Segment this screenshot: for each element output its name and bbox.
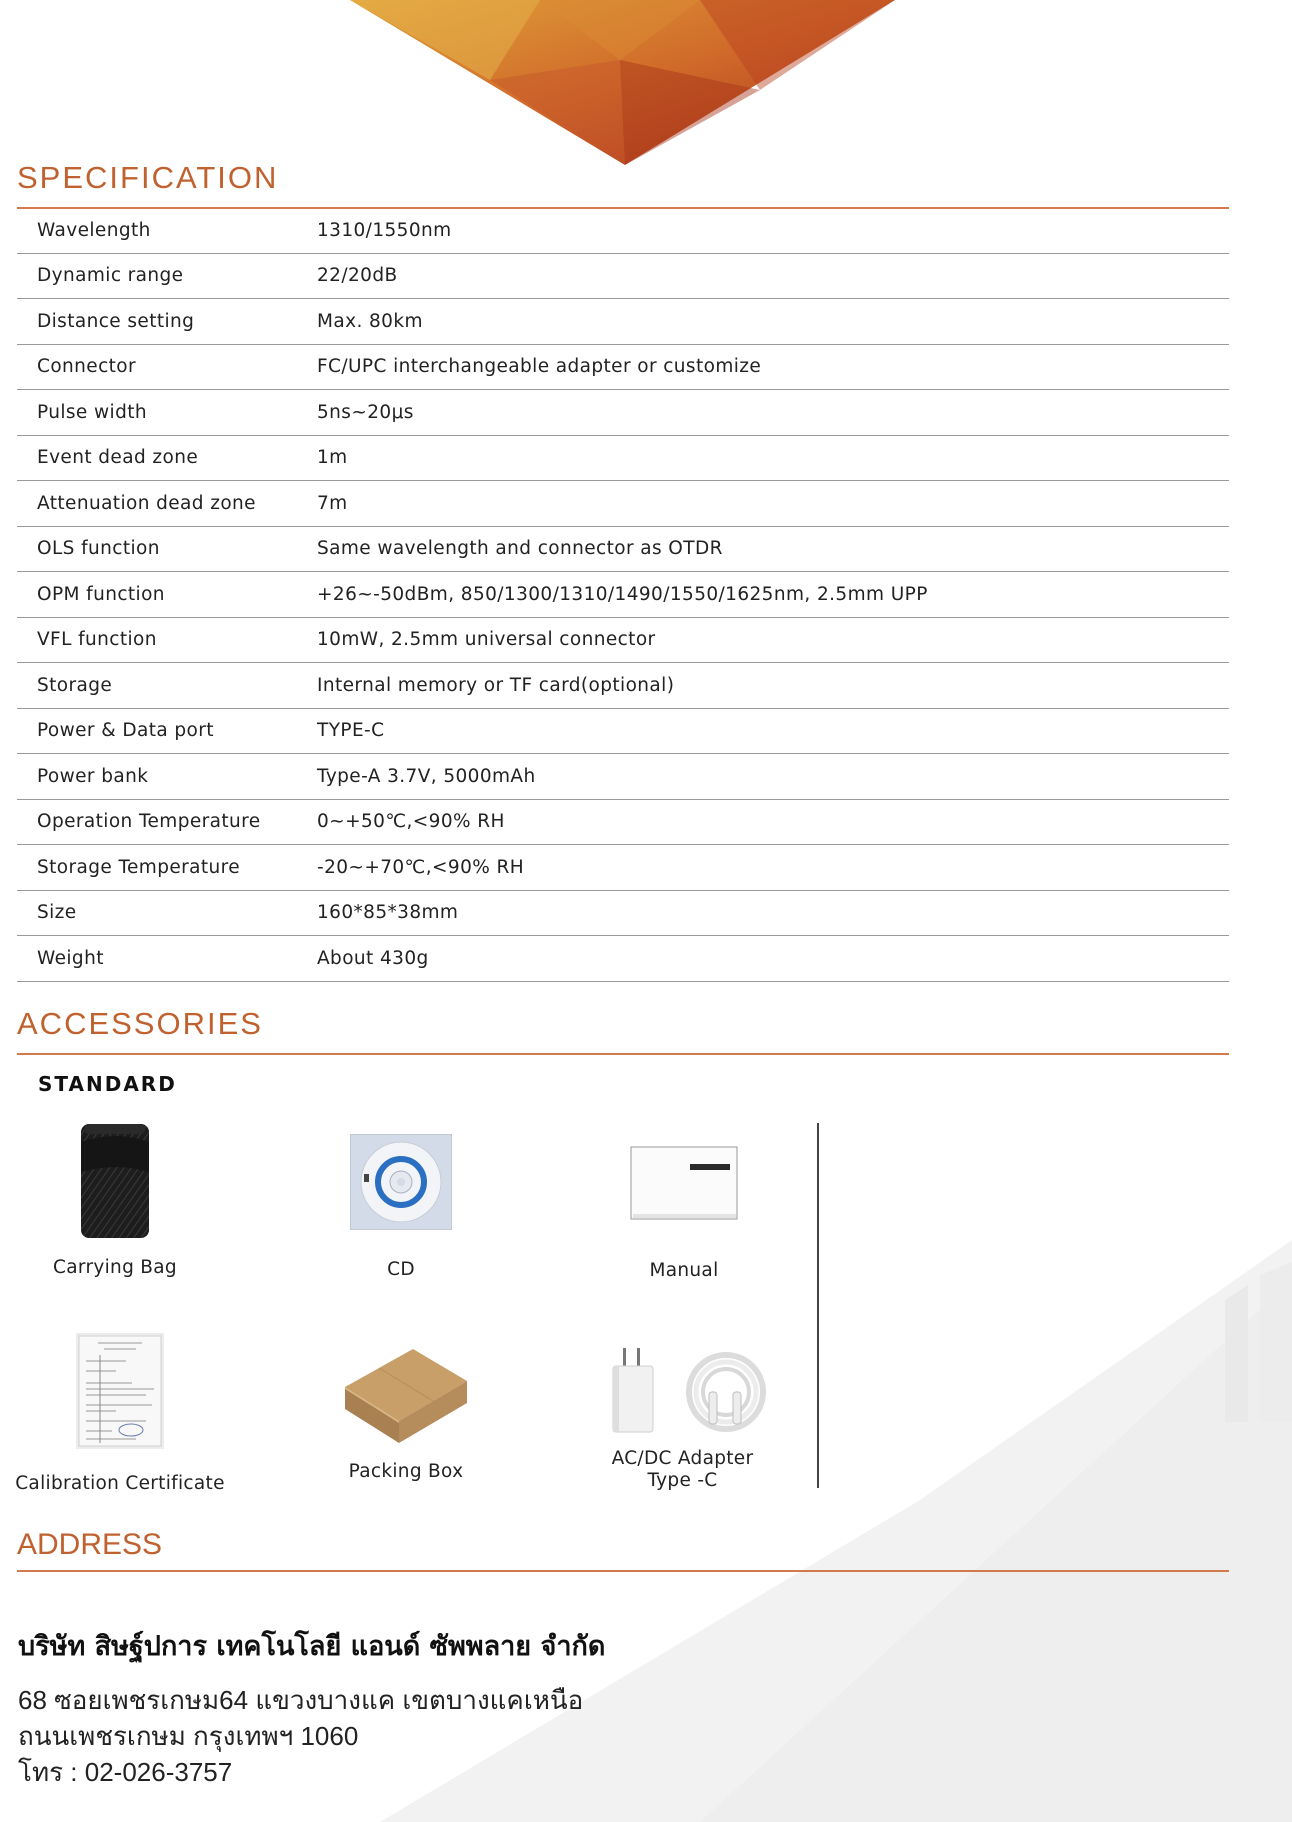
adapter-icon	[593, 1346, 773, 1438]
spec-value: 10mW, 2.5mm universal connector	[317, 617, 1229, 663]
spec-value: 7m	[317, 481, 1229, 527]
spec-value: 1m	[317, 435, 1229, 481]
spec-value: 22/20dB	[317, 253, 1229, 299]
accessory-carrying-bag	[45, 1122, 185, 1279]
accessory-label: CD	[387, 1259, 415, 1280]
spec-key: Attenuation dead zone	[17, 481, 317, 527]
spec-row	[17, 435, 1229, 481]
spec-row	[17, 936, 1229, 982]
spec-row	[17, 253, 1229, 299]
address-title: ADDRESS	[17, 1528, 163, 1561]
accessory-label: Manual	[649, 1260, 719, 1281]
spec-row	[17, 481, 1229, 527]
spec-row	[17, 344, 1229, 390]
spec-value: Internal memory or TF card(optional)	[317, 663, 1229, 709]
accessory-manual	[614, 1146, 754, 1282]
accessory-calibration-certificate	[15, 1333, 225, 1495]
spec-row	[17, 617, 1229, 663]
accessory-label: AC/DC Adapter	[611, 1448, 754, 1469]
spec-key: Event dead zone	[17, 435, 317, 481]
spec-row	[17, 754, 1229, 800]
accessories-divider	[817, 1123, 819, 1488]
spec-key: Storage Temperature	[17, 845, 317, 891]
spec-row	[17, 890, 1229, 936]
spec-value: Same wavelength and connector as OTDR	[317, 526, 1229, 572]
spec-row	[17, 663, 1229, 709]
spec-key: Wavelength	[17, 208, 317, 253]
manual-icon	[630, 1146, 738, 1220]
spec-key: Dynamic range	[17, 253, 317, 299]
accessories-title: ACCESSORIES	[17, 1006, 263, 1041]
spec-key: Operation Temperature	[17, 799, 317, 845]
address-rule	[17, 1570, 1229, 1572]
spec-value: About 430g	[317, 936, 1229, 982]
spec-value: 5ns~20μs	[317, 390, 1229, 436]
spec-row	[17, 708, 1229, 754]
address-line-2: ถนนเพชรเกษม กรุงเทพฯ 1060	[18, 1721, 359, 1751]
spec-key: OPM function	[17, 572, 317, 618]
accessories-standard-heading: STANDARD	[38, 1072, 177, 1096]
spec-row	[17, 208, 1229, 253]
accessory-label: Calibration Certificate	[15, 1473, 225, 1494]
packing-box-icon	[343, 1337, 469, 1447]
spec-value: -20~+70℃,<90% RH	[317, 845, 1229, 891]
spec-key: OLS function	[17, 526, 317, 572]
spec-value: Max. 80km	[317, 299, 1229, 345]
spec-value: TYPE-C	[317, 708, 1229, 754]
spec-key: Pulse width	[17, 390, 317, 436]
spec-value: Type-A 3.7V, 5000mAh	[317, 754, 1229, 800]
address-line-1: 68 ซอยเพชรเกษม64 แขวงบางแค เขตบางแคเหนือ	[18, 1685, 584, 1715]
specification-table	[17, 208, 1229, 982]
spec-value: 1310/1550nm	[317, 208, 1229, 253]
spec-row	[17, 799, 1229, 845]
cd-icon	[350, 1134, 452, 1230]
spec-row	[17, 572, 1229, 618]
spec-key: VFL function	[17, 617, 317, 663]
spec-value: +26~-50dBm, 850/1300/1310/1490/1550/1625nm, 2.5mm UPP	[317, 572, 1229, 618]
spec-value: FC/UPC interchangeable adapter or customize	[317, 344, 1229, 390]
specification-title: SPECIFICATION	[17, 160, 279, 195]
spec-value: 160*85*38mm	[317, 890, 1229, 936]
accessory-packing-box	[341, 1337, 471, 1483]
spec-key: Connector	[17, 344, 317, 390]
accessory-label: Carrying Bag	[53, 1257, 177, 1278]
certificate-icon	[76, 1333, 164, 1449]
spec-row	[17, 299, 1229, 345]
carrying-bag-icon	[75, 1122, 155, 1240]
spec-key: Weight	[17, 936, 317, 982]
spec-key: Size	[17, 890, 317, 936]
spec-row	[17, 526, 1229, 572]
spec-row	[17, 845, 1229, 891]
company-name: บริษัท สิษฐ์ปการ เทคโนโลยี แอนด์ ซัพพลาย จำกัด	[18, 1631, 606, 1662]
address-phone: โทร : 02-026-3757	[18, 1757, 233, 1787]
spec-row	[17, 390, 1229, 436]
accessories-rule	[17, 1053, 1229, 1055]
accessory-adapter	[590, 1346, 775, 1492]
accessory-label: Packing Box	[348, 1461, 464, 1482]
spec-key: Power & Data port	[17, 708, 317, 754]
spec-key: Storage	[17, 663, 317, 709]
spec-key: Distance setting	[17, 299, 317, 345]
spec-key: Power bank	[17, 754, 317, 800]
accessory-label-line2: Type -C	[647, 1470, 718, 1491]
accessory-cd	[331, 1134, 471, 1281]
spec-value: 0~+50℃,<90% RH	[317, 799, 1229, 845]
